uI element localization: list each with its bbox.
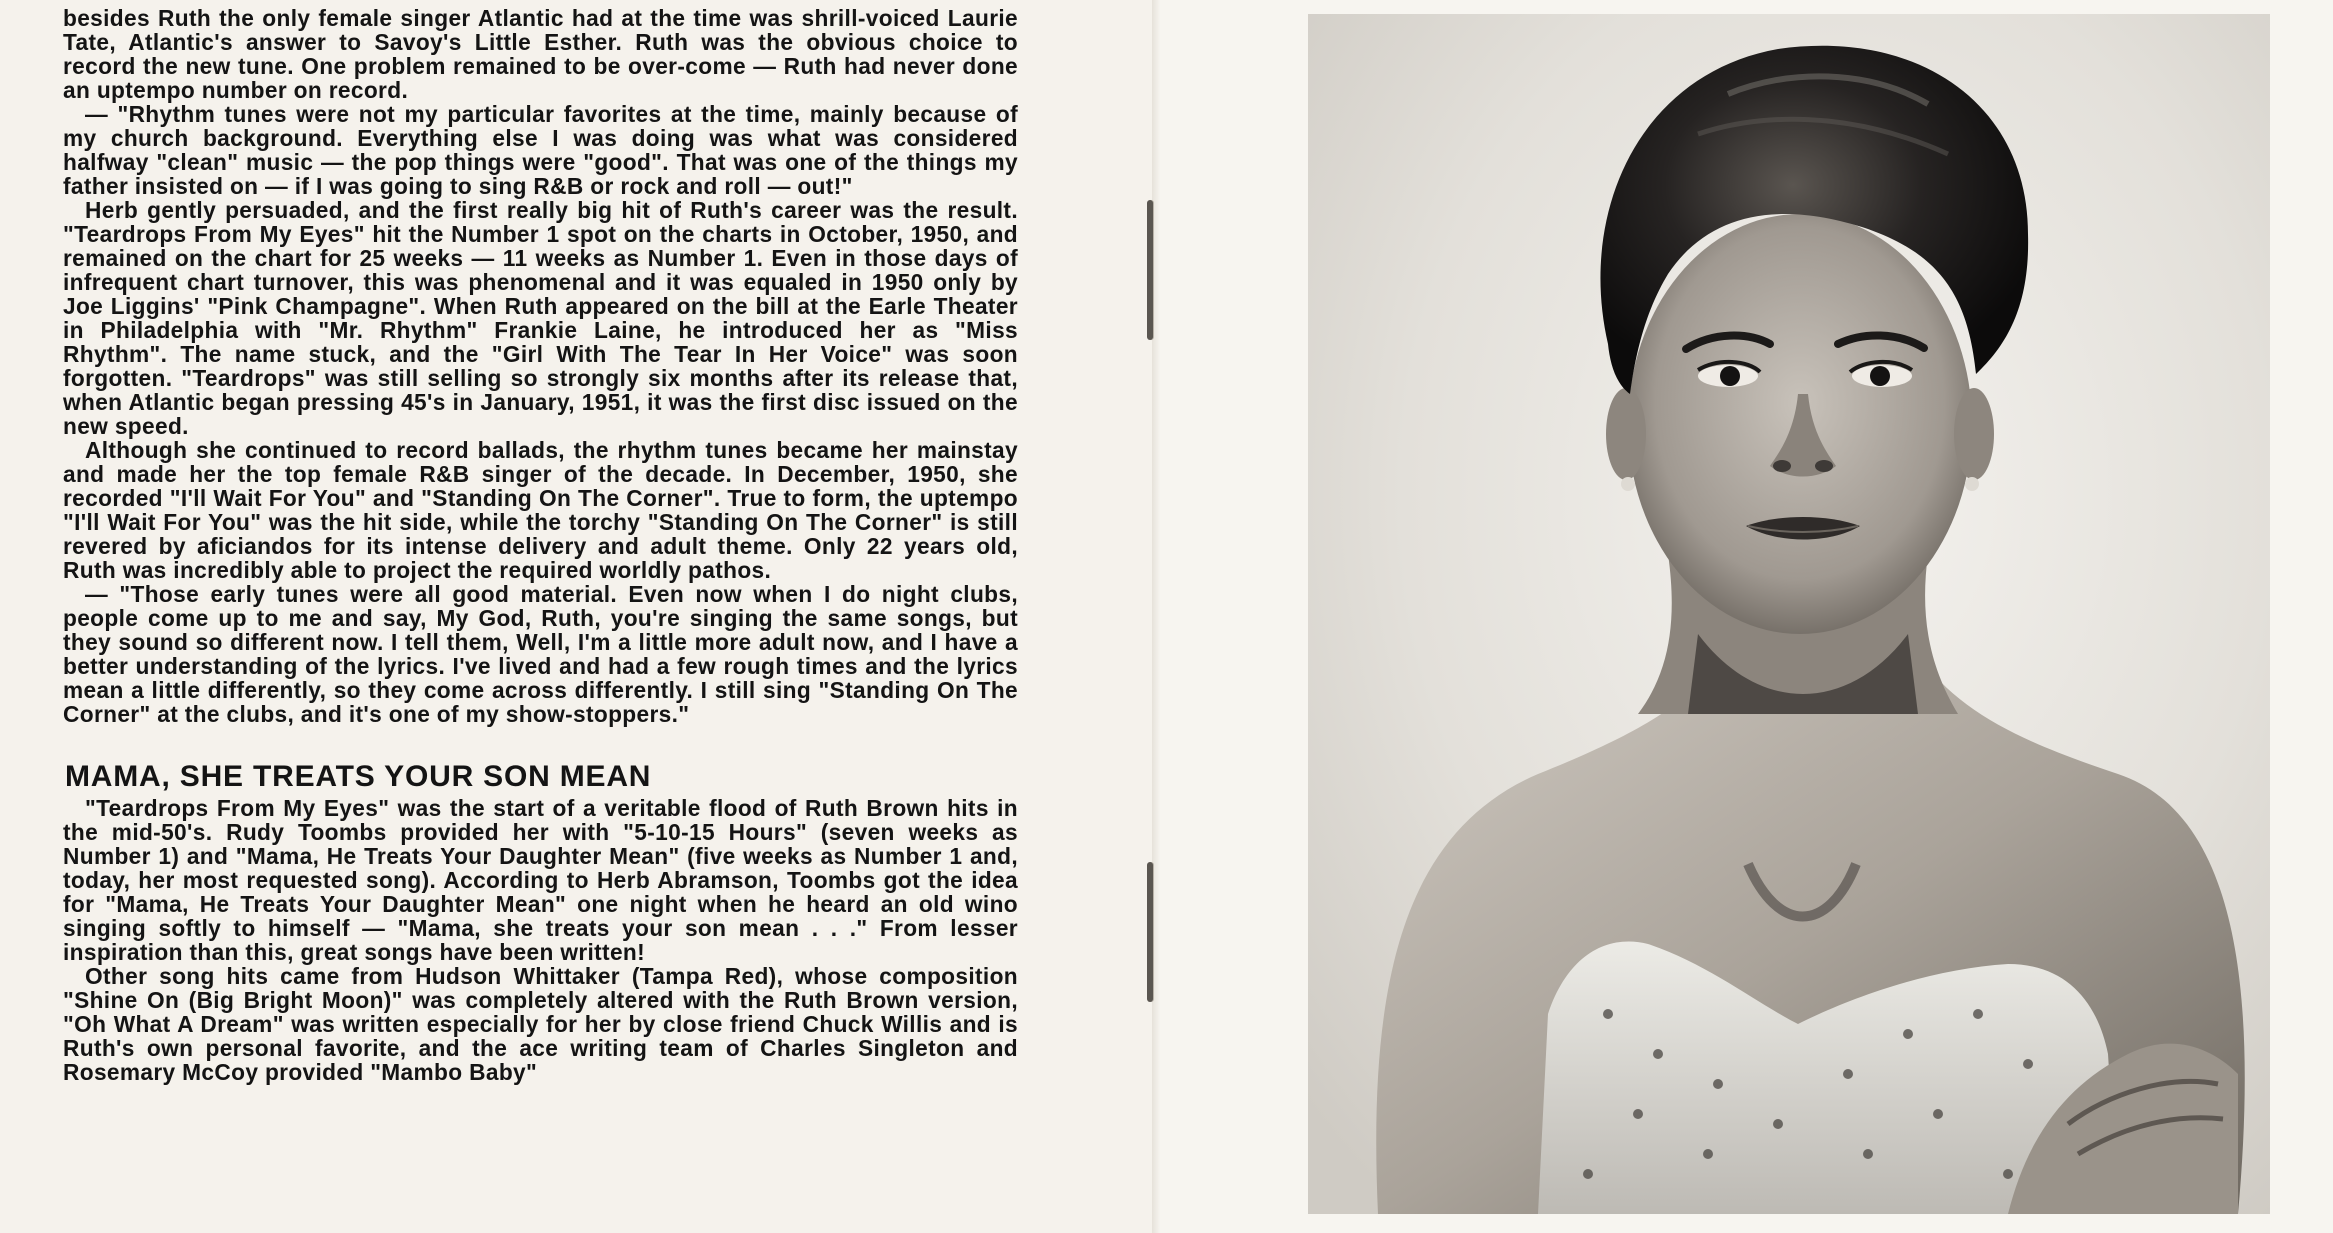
left-page xyxy=(0,0,1160,1233)
portrait-photo-image xyxy=(1308,14,2270,1214)
paragraph: Although she continued to record ballads, the rhythm tunes became her mainstay and made her the top female R&B singer of the decade. In December, 1950, she recorded "I'll Wait For You" and "Standing On The Corner". True to form, the uptempo "I'll Wait For You" was the hit side, while the torchy "Standing On The Corner" is still revered by aficiandos for its intense delivery and adult theme. Only 22 years old, Ruth was incredibly able to project the required worldly pathos. xyxy=(63,437,1018,583)
section-heading: MAMA, SHE TREATS YOUR SON MEAN xyxy=(65,760,652,793)
paragraph: — "Rhythm tunes were not my particular favorites at the time, mainly because of my church background. Everything else I was doing was what was considered halfway "clean" music — the pop things were "good". That was one of the things my father insisted on — if I was going to sing R&B or rock and roll — out!" xyxy=(63,101,1018,199)
portrait-photo xyxy=(1308,14,2270,1214)
paragraph: — "Those early tunes were all good material. Even now when I do night clubs, people come up to me and say, My God, Ruth, you're singing the same songs, but they sound so different now. I tell them, Well, I'm a little more adult now, and I have a better understanding of the lyrics. I've lived and had a few rough times and the lyrics mean a little differently, so they come across differently. I still sing "Standing On The Corner" at the clubs, and it's one of my show-stoppers." xyxy=(63,581,1018,727)
staple-top xyxy=(1147,200,1153,340)
article-text xyxy=(63,6,1018,1084)
paragraph: besides Ruth the only female singer Atlantic had at the time was shrill-voiced Laurie Tate, Atlantic's answer to Savoy's Little Esther. Ruth was the obvious choice to record the new tune. One problem remained to be over-come — Ruth had never done an uptempo number on record. xyxy=(63,5,1018,103)
paragraph: Other song hits came from Hudson Whittaker (Tampa Red), whose composition "Shine On (Big Bright Moon)" was completely altered with the Ruth Brown version, "Oh What A Dream" was written especially for her by close friend Chuck Willis and is Ruth's own personal favorite, and the ace writing team of Charles Singleton and Rosemary McCoy provided "Mambo Baby" xyxy=(63,963,1018,1085)
paragraph: "Teardrops From My Eyes" was the start of a veritable flood of Ruth Brown hits in the mid-50's. Rudy Toombs provided her with "5-10-15 Hours" (seven weeks as Number 1) and "Mama, He Treats Your Daughter Mean" (five weeks as Number 1 and, today, her most requested song). According to Herb Abramson, Toombs got the idea for "Mama, He Treats Your Daughter Mean" one night when he heard an old wino singing softly to himself — "Mama, she treats your son mean . . ." From lesser inspiration than this, great songs have been written! xyxy=(63,795,1018,965)
staple-bottom xyxy=(1147,862,1153,1002)
paragraph: Herb gently persuaded, and the first really big hit of Ruth's career was the result. "Teardrops From My Eyes" hit the Number 1 spot on the charts in October, 1950, and remained on the chart for 25 weeks — 11 weeks as Number 1. Even in those days of infrequent chart turnover, this was phenomenal and it was equaled in 1950 only by Joe Liggins' "Pink Champagne". When Ruth appeared on the bill at the Earle Theater in Philadelphia with "Mr. Rhythm" Frankie Laine, he introduced her as "Miss Rhythm". The name stuck, and the "Girl With The Tear In Her Voice" was soon forgotten. "Teardrops" was still selling so strongly six months after its release that, when Atlantic began pressing 45's in January, 1951, it was the first disc issued on the new speed. xyxy=(63,197,1018,439)
